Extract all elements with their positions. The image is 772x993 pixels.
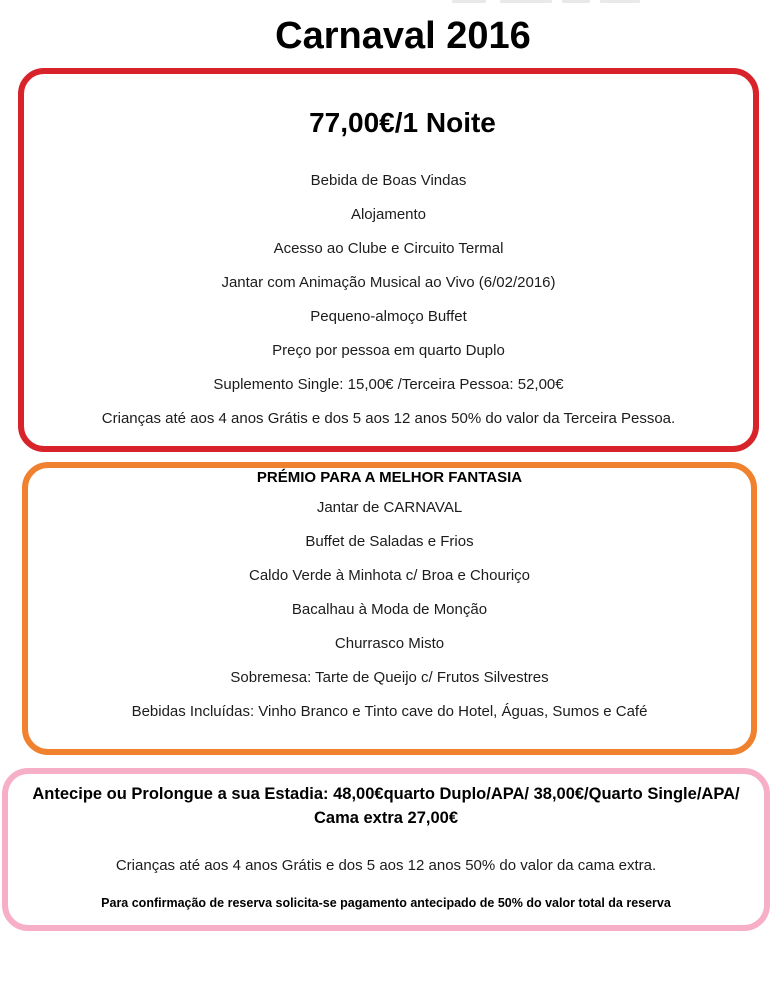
payment-note: Para confirmação de reserva solicita-se pagamento antecipado de 50% do valor total da reserva <box>101 896 671 910</box>
package-item: Jantar com Animação Musical ao Vivo (6/02/2016) <box>221 274 556 291</box>
menu-heading: PRÉMIO PARA A MELHOR FANTASIA <box>256 469 523 486</box>
menu-item: Caldo Verde à Minhota c/ Broa e Chouriço <box>249 567 530 584</box>
price-heading: 77,00€/1 Noite <box>309 107 496 138</box>
extend-stay-heading-line1: Antecipe ou Prolongue a sua Estadia: 48,00€quarto Duplo/APA/ 38,00€/Quarto Single/APA/ <box>32 785 740 803</box>
menu-item: Sobremesa: Tarte de Queijo c/ Frutos Silvestres <box>230 669 549 686</box>
package-item: Crianças até aos 4 anos Grátis e dos 5 aos 12 anos 50% do valor da Terceira Pessoa. <box>101 410 676 427</box>
extras-box-pink <box>2 768 770 931</box>
menu-item: Buffet de Saladas e Frios <box>305 533 474 550</box>
package-item: Pequeno-almoço Buffet <box>310 308 467 325</box>
package-item: Alojamento <box>350 206 427 223</box>
package-item: Suplemento Single: 15,00€ /Terceira Pessoa: 52,00€ <box>213 376 564 393</box>
package-item: Bebida de Boas Vindas <box>310 172 467 189</box>
menu-item: Bacalhau à Moda de Monção <box>291 601 488 618</box>
menu-item: Churrasco Misto <box>334 635 445 652</box>
menu-item: Jantar de CARNAVAL <box>316 499 463 516</box>
package-item: Preço por pessoa em quarto Duplo <box>272 342 505 359</box>
page-title: Carnaval 2016 <box>275 15 531 57</box>
package-item: Acesso ao Clube e Circuito Termal <box>273 240 504 257</box>
extend-stay-heading-line2: Cama extra 27,00€ <box>313 809 459 827</box>
menu-box-orange <box>22 462 757 755</box>
children-note: Crianças até aos 4 anos Grátis e dos 5 aos 12 anos 50% do valor da cama extra. <box>115 857 657 874</box>
package-box-red <box>18 68 759 452</box>
menu-item: Bebidas Incluídas: Vinho Branco e Tinto cave do Hotel, Águas, Sumos e Café <box>131 703 648 720</box>
